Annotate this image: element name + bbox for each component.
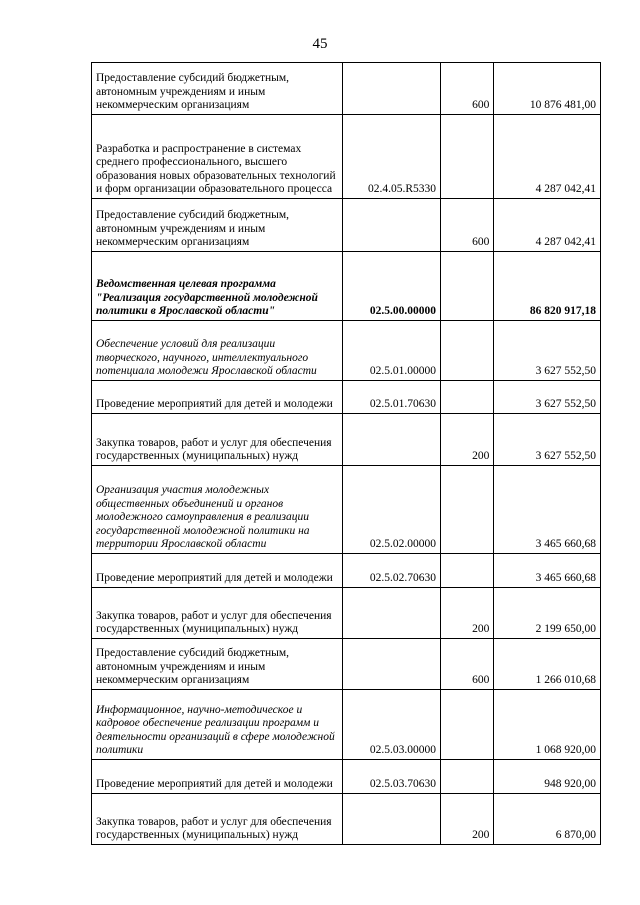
row-type-cell: 200 bbox=[441, 794, 494, 845]
row-type-cell: 600 bbox=[441, 199, 494, 252]
row-code-cell bbox=[343, 588, 441, 639]
row-code-cell bbox=[343, 63, 441, 115]
row-name-cell: Проведение мероприятий для детей и молодежи bbox=[92, 381, 343, 414]
table-row bbox=[92, 63, 601, 115]
row-type-cell bbox=[441, 554, 494, 588]
row-name-cell: Закупка товаров, работ и услуг для обеспечения государственных (муниципальных) нужд bbox=[92, 414, 343, 466]
table-row bbox=[92, 414, 601, 466]
budget-table-body bbox=[92, 63, 601, 845]
row-type-cell: 600 bbox=[441, 63, 494, 115]
table-row bbox=[92, 554, 601, 588]
row-name-cell: Проведение мероприятий для детей и молодежи bbox=[92, 760, 343, 794]
table-row bbox=[92, 466, 601, 554]
row-amount-cell: 2 199 650,00 bbox=[494, 588, 601, 639]
row-amount-cell: 4 287 042,41 bbox=[494, 115, 601, 199]
row-amount-cell: 3 465 660,68 bbox=[494, 554, 601, 588]
row-amount-cell: 948 920,00 bbox=[494, 760, 601, 794]
row-amount-cell: 3 627 552,50 bbox=[494, 321, 601, 381]
row-amount-cell: 86 820 917,18 bbox=[494, 252, 601, 321]
row-type-cell bbox=[441, 690, 494, 760]
row-name-cell: Разработка и распространение в системах среднего профессионального, высшего образования новых образовательных технологий и форм организации образовательного процесса bbox=[92, 115, 343, 199]
row-type-cell bbox=[441, 381, 494, 414]
row-code-cell: 02.5.00.00000 bbox=[343, 252, 441, 321]
table-row bbox=[92, 639, 601, 690]
row-name-cell: Закупка товаров, работ и услуг для обеспечения государственных (муниципальных) нужд bbox=[92, 588, 343, 639]
table-row bbox=[92, 690, 601, 760]
row-code-cell: 02.4.05.R5330 bbox=[343, 115, 441, 199]
page-number: 45 bbox=[312, 36, 328, 52]
row-code-cell: 02.5.01.70630 bbox=[343, 381, 441, 414]
row-type-cell: 600 bbox=[441, 639, 494, 690]
row-amount-cell: 1 266 010,68 bbox=[494, 639, 601, 690]
row-code-cell bbox=[343, 794, 441, 845]
row-code-cell: 02.5.02.70630 bbox=[343, 554, 441, 588]
table-row bbox=[92, 794, 601, 845]
row-type-cell bbox=[441, 115, 494, 199]
row-amount-cell: 3 627 552,50 bbox=[494, 414, 601, 466]
row-type-cell bbox=[441, 321, 494, 381]
table-row bbox=[92, 588, 601, 639]
row-type-cell bbox=[441, 252, 494, 321]
row-code-cell bbox=[343, 199, 441, 252]
row-amount-cell: 6 870,00 bbox=[494, 794, 601, 845]
row-code-cell: 02.5.03.70630 bbox=[343, 760, 441, 794]
row-type-cell: 200 bbox=[441, 414, 494, 466]
row-amount-cell: 3 627 552,50 bbox=[494, 381, 601, 414]
row-type-cell bbox=[441, 760, 494, 794]
row-type-cell: 200 bbox=[441, 588, 494, 639]
row-name-cell: Обеспечение условий для реализации творческого, научного, интеллектуального потенциала молодежи Ярославской области bbox=[92, 321, 343, 381]
row-code-cell: 02.5.01.00000 bbox=[343, 321, 441, 381]
row-name-cell: Организация участия молодежных общественных объединений и органов молодежного самоуправления в реализации государственной молодежной политики на территории Ярославской области bbox=[92, 466, 343, 554]
table-row bbox=[92, 321, 601, 381]
row-amount-cell: 1 068 920,00 bbox=[494, 690, 601, 760]
row-code-cell: 02.5.02.00000 bbox=[343, 466, 441, 554]
table-row bbox=[92, 199, 601, 252]
row-name-cell: Закупка товаров, работ и услуг для обеспечения государственных (муниципальных) нужд bbox=[92, 794, 343, 845]
row-amount-cell: 10 876 481,00 bbox=[494, 63, 601, 115]
row-code-cell bbox=[343, 639, 441, 690]
table-row bbox=[92, 115, 601, 199]
budget-table bbox=[91, 62, 601, 845]
row-code-cell bbox=[343, 414, 441, 466]
row-name-cell: Предоставление субсидий бюджетным, автономным учреждениям и иным некоммерческим организациям bbox=[92, 63, 343, 115]
row-amount-cell: 3 465 660,68 bbox=[494, 466, 601, 554]
row-name-cell: Информационное, научно-методическое и кадровое обеспечение реализации программ и деятельности организаций в сфере молодежной политики bbox=[92, 690, 343, 760]
row-code-cell: 02.5.03.00000 bbox=[343, 690, 441, 760]
row-name-cell: Предоставление субсидий бюджетным, автономным учреждениям и иным некоммерческим организациям bbox=[92, 639, 343, 690]
table-row bbox=[92, 760, 601, 794]
row-name-cell: Ведомственная целевая программа "Реализация государственной молодежной политики в Ярославской области" bbox=[92, 252, 343, 321]
row-type-cell bbox=[441, 466, 494, 554]
table-row bbox=[92, 252, 601, 321]
row-amount-cell: 4 287 042,41 bbox=[494, 199, 601, 252]
row-name-cell: Предоставление субсидий бюджетным, автономным учреждениям и иным некоммерческим организациям bbox=[92, 199, 343, 252]
table-row bbox=[92, 381, 601, 414]
row-name-cell: Проведение мероприятий для детей и молодежи bbox=[92, 554, 343, 588]
